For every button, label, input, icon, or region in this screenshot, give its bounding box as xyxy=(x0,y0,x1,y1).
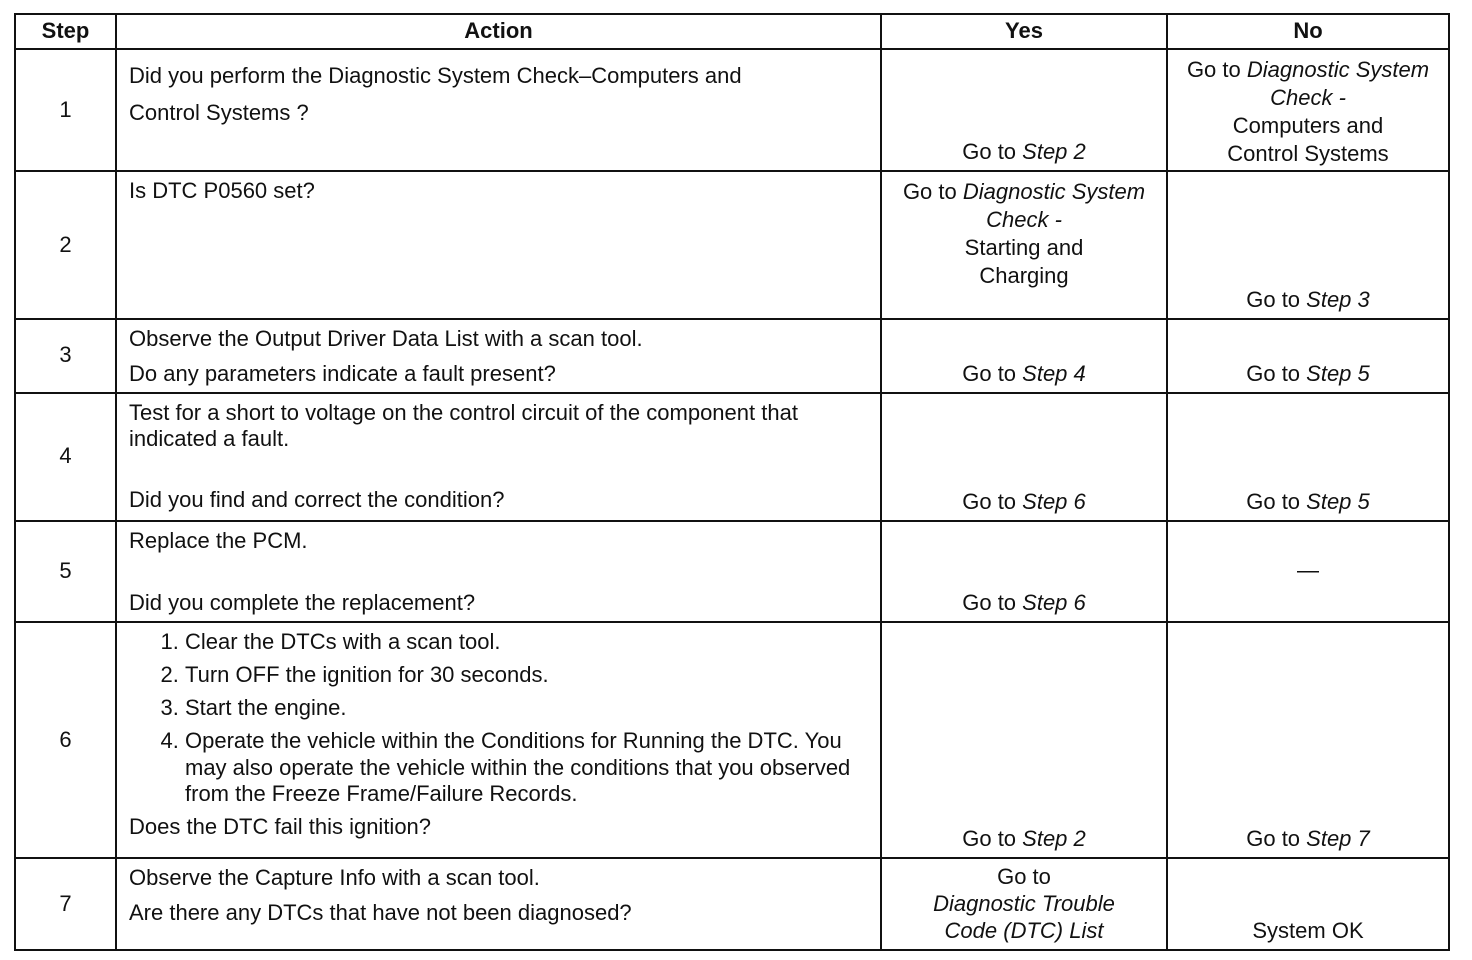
table-row xyxy=(15,393,1449,521)
header-action: Action xyxy=(116,14,881,49)
step-number: 1 xyxy=(15,49,116,171)
no-result xyxy=(1168,50,1448,168)
step-link[interactable]: Step 4 xyxy=(1022,360,1086,386)
step-link[interactable]: Step 5 xyxy=(1306,360,1370,386)
list-item: 4. Operate the vehicle within the Conditions for Running the DTC. You may also operate the vehicle within the conditions that you observed from the Freeze Frame/Failure Records. xyxy=(185,728,870,808)
yes-cell xyxy=(881,171,1167,319)
yes-result xyxy=(882,826,1166,853)
yes-cell xyxy=(881,858,1167,950)
yes-result xyxy=(882,590,1166,617)
go-to-text: Go to xyxy=(1246,826,1307,852)
list-item: 2. Turn OFF the ignition for 30 seconds. xyxy=(185,662,870,689)
procedure-link[interactable]: Diagnostic System Check - xyxy=(962,179,1146,232)
yes-cell xyxy=(881,622,1167,858)
no-result xyxy=(1168,361,1448,388)
header-row xyxy=(15,14,1449,49)
action-question: Did you find and correct the condition? xyxy=(129,487,505,513)
action-text: Did you perform the Diagnostic System Check–Computers and xyxy=(129,63,742,88)
no-cell xyxy=(1167,393,1449,521)
yes-cell xyxy=(881,393,1167,521)
action-cell xyxy=(116,393,881,521)
step-link[interactable]: Step 6 xyxy=(1022,590,1086,616)
step-number: 4 xyxy=(15,393,116,521)
go-to-text: Go to xyxy=(1246,488,1307,514)
no-result: System OK xyxy=(1252,918,1364,944)
step-number: 7 xyxy=(15,858,116,950)
action-cell xyxy=(116,171,881,319)
step-link[interactable]: Step 3 xyxy=(1306,287,1370,313)
action-question: Is DTC P0560 set? xyxy=(129,178,315,203)
procedure-list xyxy=(129,629,870,808)
action-text: Observe the Output Driver Data List with a scan tool. xyxy=(129,326,643,351)
step-link[interactable]: Step 2 xyxy=(1022,139,1086,165)
step-link[interactable]: Step 5 xyxy=(1306,488,1370,514)
action-question: Did you complete the replacement? xyxy=(129,590,476,616)
step-number: 5 xyxy=(15,521,116,623)
action-question: Are there any DTCs that have not been diagnosed? xyxy=(129,900,632,926)
table-row xyxy=(15,521,1449,623)
go-to-text: Go to xyxy=(962,826,1023,852)
step-link[interactable]: Step 7 xyxy=(1306,826,1370,852)
header-step: Step xyxy=(15,14,116,49)
yes-cell xyxy=(881,319,1167,393)
action-question: Does the DTC fail this ignition? xyxy=(129,814,432,840)
no-result: — xyxy=(1297,558,1319,584)
action-cell xyxy=(116,622,881,858)
no-cell xyxy=(1167,521,1449,623)
step-number: 2 xyxy=(15,171,116,319)
no-cell xyxy=(1167,319,1449,393)
table-row xyxy=(15,319,1449,393)
list-item: 3. Start the engine. xyxy=(185,695,870,722)
yes-result xyxy=(882,361,1166,388)
procedure-link[interactable]: Diagnostic Trouble Code (DTC) List xyxy=(933,891,1115,944)
go-to-text: Go to xyxy=(962,488,1023,514)
no-cell xyxy=(1167,622,1449,858)
step-number: 6 xyxy=(15,622,116,858)
yes-result xyxy=(882,172,1166,290)
yes-result xyxy=(882,139,1166,166)
table-row xyxy=(15,49,1449,171)
go-to-text: Go to xyxy=(1186,57,1247,82)
no-cell xyxy=(1167,171,1449,319)
list-item: 1. Clear the DTCs with a scan tool. xyxy=(185,629,870,656)
table-row xyxy=(15,171,1449,319)
table-row xyxy=(15,858,1449,950)
action-cell xyxy=(116,858,881,950)
procedure-name: Computers and Control Systems xyxy=(1227,113,1389,166)
action-cell xyxy=(116,319,881,393)
go-to-text: Go to xyxy=(902,179,963,204)
yes-cell xyxy=(881,49,1167,171)
go-to-text: Go to xyxy=(997,864,1051,890)
go-to-text: Go to xyxy=(1246,360,1307,386)
action-question: Do any parameters indicate a fault present? xyxy=(129,360,556,386)
action-cell xyxy=(116,521,881,623)
action-question: Control Systems ? xyxy=(129,100,309,125)
action-text: Test for a short to voltage on the control circuit of the component that indicated a fault. xyxy=(129,399,798,452)
go-to-text: Go to xyxy=(1246,287,1307,313)
yes-result xyxy=(882,489,1166,516)
yes-cell xyxy=(881,521,1167,623)
header-no: No xyxy=(1167,14,1449,49)
action-text: Observe the Capture Info with a scan tool. xyxy=(129,865,540,891)
no-cell xyxy=(1167,49,1449,171)
go-to-text: Go to xyxy=(962,360,1023,386)
step-link[interactable]: Step 6 xyxy=(1022,488,1086,514)
no-result xyxy=(1168,826,1448,853)
header-yes: Yes xyxy=(881,14,1167,49)
action-text: Replace the PCM. xyxy=(129,527,308,553)
action-cell xyxy=(116,49,881,171)
procedure-link[interactable]: Diagnostic System Check - xyxy=(1246,57,1430,110)
step-link[interactable]: Step 2 xyxy=(1022,826,1086,852)
diagnostic-table xyxy=(14,13,1450,951)
table-row xyxy=(15,622,1449,858)
yes-result xyxy=(882,859,1166,944)
step-number: 3 xyxy=(15,319,116,393)
no-cell xyxy=(1167,858,1449,950)
go-to-text: Go to xyxy=(962,590,1023,616)
no-result xyxy=(1168,287,1448,314)
no-result xyxy=(1168,489,1448,516)
procedure-name: Starting and Charging xyxy=(964,235,1084,288)
go-to-text: Go to xyxy=(962,139,1023,165)
